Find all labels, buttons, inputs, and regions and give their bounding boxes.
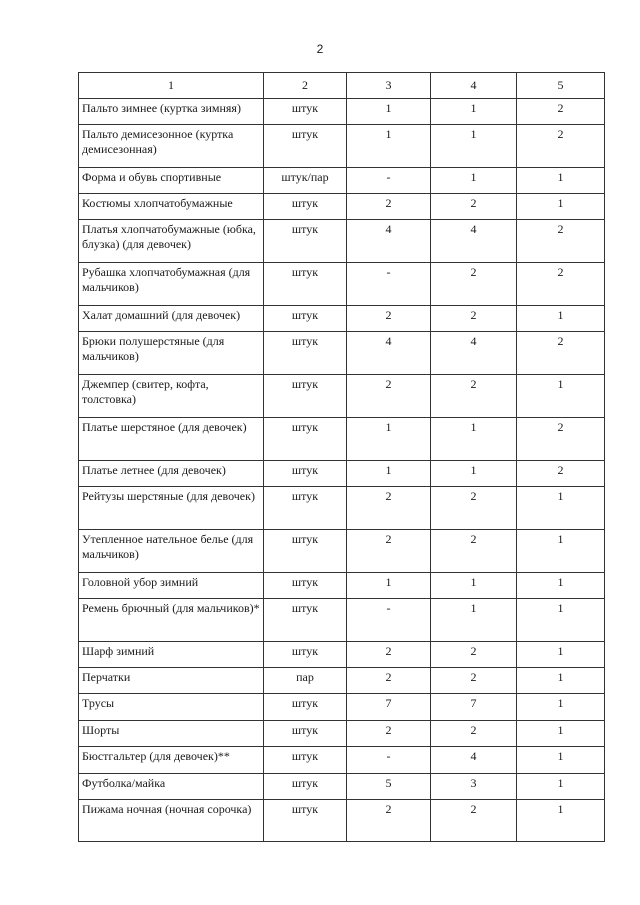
column-3-cell: 5 (347, 774, 431, 800)
item-name-cell: Рубашка хлопчатобумажная (для мальчиков) (79, 263, 264, 306)
column-5-cell: 1 (517, 530, 605, 573)
column-4-cell: 2 (431, 642, 517, 668)
column-4-cell: 1 (431, 168, 517, 194)
column-3-cell: 2 (347, 194, 431, 220)
table-row (79, 599, 605, 642)
item-name-cell: Головной убор зимний (79, 573, 264, 599)
item-name-cell: Пальто демисезонное (куртка демисезонная) (79, 125, 264, 168)
item-name-cell: Платье летнее (для девочек) (79, 461, 264, 487)
header-cell-2: 2 (264, 73, 347, 99)
item-name-cell: Шорты (79, 721, 264, 747)
column-5-cell: 1 (517, 774, 605, 800)
column-3-cell: 2 (347, 375, 431, 418)
table-row (79, 774, 605, 800)
column-5-cell: 1 (517, 800, 605, 842)
column-5-cell: 1 (517, 721, 605, 747)
table-row (79, 375, 605, 418)
item-name-cell: Пальто зимнее (куртка зимняя) (79, 99, 264, 125)
column-4-cell: 2 (431, 668, 517, 694)
table-row (79, 99, 605, 125)
item-name-cell: Шарф зимний (79, 642, 264, 668)
table-row (79, 800, 605, 842)
header-cell-4: 4 (431, 73, 517, 99)
table-row (79, 194, 605, 220)
column-5-cell: 1 (517, 642, 605, 668)
column-4-cell: 1 (431, 599, 517, 642)
column-5-cell: 1 (517, 194, 605, 220)
table-row (79, 573, 605, 599)
column-3-cell: 1 (347, 99, 431, 125)
item-name-cell: Футболка/майка (79, 774, 264, 800)
column-3-cell: 2 (347, 530, 431, 573)
column-3-cell: 1 (347, 125, 431, 168)
column-4-cell: 2 (431, 306, 517, 332)
column-4-cell: 2 (431, 194, 517, 220)
unit-cell: штук (264, 573, 347, 599)
column-4-cell: 2 (431, 530, 517, 573)
table-row (79, 721, 605, 747)
column-5-cell: 1 (517, 747, 605, 774)
unit-cell: штук (264, 599, 347, 642)
unit-cell: штук (264, 800, 347, 842)
item-name-cell: Бюстгальтер (для девочек)** (79, 747, 264, 774)
table-row (79, 668, 605, 694)
unit-cell: штук (264, 418, 347, 461)
unit-cell: штук (264, 220, 347, 263)
column-3-cell: - (347, 263, 431, 306)
column-3-cell: 2 (347, 721, 431, 747)
unit-cell: штук (264, 99, 347, 125)
item-name-cell: Ремень брючный (для мальчиков)* (79, 599, 264, 642)
unit-cell: штук (264, 125, 347, 168)
column-3-cell: 4 (347, 220, 431, 263)
table-header-row (79, 73, 605, 99)
column-4-cell: 2 (431, 375, 517, 418)
item-name-cell: Джемпер (свитер, кофта, толстовка) (79, 375, 264, 418)
column-3-cell: 1 (347, 573, 431, 599)
item-name-cell: Костюмы хлопчатобумажные (79, 194, 264, 220)
table-row (79, 642, 605, 668)
column-3-cell: 2 (347, 800, 431, 842)
column-4-cell: 4 (431, 220, 517, 263)
column-3-cell: 2 (347, 668, 431, 694)
column-3-cell: 4 (347, 332, 431, 375)
unit-cell: штук (264, 530, 347, 573)
item-name-cell: Трусы (79, 694, 264, 721)
header-cell-1: 1 (79, 73, 264, 99)
unit-cell: штук (264, 487, 347, 530)
item-name-cell: Форма и обувь спортивные (79, 168, 264, 194)
table-row (79, 306, 605, 332)
column-5-cell: 2 (517, 263, 605, 306)
unit-cell: штук (264, 194, 347, 220)
item-name-cell: Брюки полушерстяные (для мальчиков) (79, 332, 264, 375)
column-4-cell: 2 (431, 263, 517, 306)
column-3-cell: 1 (347, 418, 431, 461)
column-4-cell: 7 (431, 694, 517, 721)
item-name-cell: Платье шерстяное (для девочек) (79, 418, 264, 461)
item-name-cell: Платья хлопчатобумажные (юбка, блузка) (для девочек) (79, 220, 264, 263)
column-5-cell: 1 (517, 694, 605, 721)
column-4-cell: 3 (431, 774, 517, 800)
column-3-cell: 1 (347, 461, 431, 487)
table-row (79, 263, 605, 306)
table-row (79, 461, 605, 487)
unit-cell: штук (264, 332, 347, 375)
column-3-cell: 2 (347, 487, 431, 530)
column-4-cell: 4 (431, 332, 517, 375)
header-cell-5: 5 (517, 73, 605, 99)
clothing-norms-table (78, 72, 605, 842)
column-3-cell: 2 (347, 642, 431, 668)
unit-cell: штук (264, 721, 347, 747)
table-row (79, 332, 605, 375)
column-5-cell: 2 (517, 220, 605, 263)
unit-cell: штук (264, 375, 347, 418)
column-3-cell: 7 (347, 694, 431, 721)
column-5-cell: 1 (517, 668, 605, 694)
unit-cell: штук (264, 774, 347, 800)
table-row (79, 168, 605, 194)
item-name-cell: Рейтузы шерстяные (для девочек) (79, 487, 264, 530)
header-cell-3: 3 (347, 73, 431, 99)
unit-cell: штук (264, 263, 347, 306)
column-3-cell: - (347, 599, 431, 642)
column-5-cell: 2 (517, 99, 605, 125)
column-3-cell: - (347, 747, 431, 774)
column-4-cell: 1 (431, 573, 517, 599)
unit-cell: штук (264, 461, 347, 487)
column-5-cell: 1 (517, 168, 605, 194)
table-row (79, 125, 605, 168)
table-row (79, 487, 605, 530)
item-name-cell: Утепленное нательное белье (для мальчиков) (79, 530, 264, 573)
column-4-cell: 2 (431, 800, 517, 842)
column-4-cell: 4 (431, 747, 517, 774)
column-5-cell: 1 (517, 306, 605, 332)
column-4-cell: 1 (431, 125, 517, 168)
table-row (79, 530, 605, 573)
table-row (79, 220, 605, 263)
column-5-cell: 2 (517, 332, 605, 375)
page-number: 2 (316, 42, 324, 56)
unit-cell: штук (264, 747, 347, 774)
column-4-cell: 1 (431, 461, 517, 487)
unit-cell: штук/пар (264, 168, 347, 194)
column-4-cell: 1 (431, 99, 517, 125)
column-3-cell: - (347, 168, 431, 194)
column-5-cell: 1 (517, 375, 605, 418)
column-4-cell: 1 (431, 418, 517, 461)
column-5-cell: 1 (517, 573, 605, 599)
unit-cell: пар (264, 668, 347, 694)
unit-cell: штук (264, 306, 347, 332)
column-4-cell: 2 (431, 721, 517, 747)
column-3-cell: 2 (347, 306, 431, 332)
table-row (79, 418, 605, 461)
table-row (79, 694, 605, 721)
column-4-cell: 2 (431, 487, 517, 530)
column-5-cell: 1 (517, 599, 605, 642)
item-name-cell: Пижама ночная (ночная сорочка) (79, 800, 264, 842)
table-row (79, 747, 605, 774)
column-5-cell: 1 (517, 487, 605, 530)
column-5-cell: 2 (517, 125, 605, 168)
unit-cell: штук (264, 642, 347, 668)
column-5-cell: 2 (517, 418, 605, 461)
item-name-cell: Перчатки (79, 668, 264, 694)
item-name-cell: Халат домашний (для девочек) (79, 306, 264, 332)
column-5-cell: 2 (517, 461, 605, 487)
unit-cell: штук (264, 694, 347, 721)
